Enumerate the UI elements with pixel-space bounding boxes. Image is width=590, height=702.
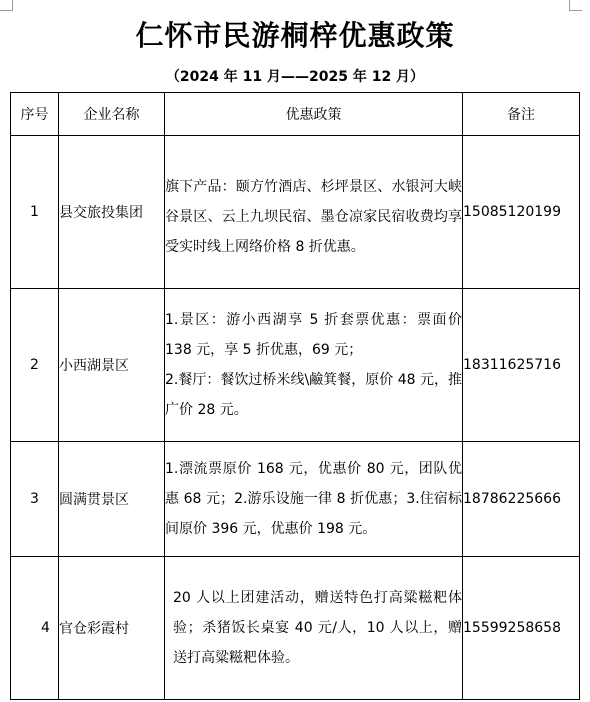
policy-text bbox=[165, 136, 463, 289]
row-number: 2 bbox=[11, 289, 59, 442]
page-title: 仁怀市民游桐梓优惠政策 bbox=[135, 19, 455, 52]
policy-line: 1.漂流票原价 168 元，优惠价 80 元，团队优惠 68 元；2.游乐设施一律 8 折优惠；3.住宿标间原价 396 元，优惠价 198 元。 bbox=[165, 461, 462, 537]
contact-phone: 18786225666 bbox=[463, 442, 580, 557]
row-number: 1 bbox=[11, 136, 59, 289]
company-name: 县交旅投集团 bbox=[59, 136, 165, 289]
row-number: 3 bbox=[11, 442, 59, 557]
header-number: 序号 bbox=[11, 93, 59, 136]
page-subtitle: （2024 年 11 月——2025 年 12 月） bbox=[165, 69, 425, 85]
corner-mark-top-left bbox=[0, 0, 13, 11]
company-name: 圆满贯景区 bbox=[59, 442, 165, 557]
policy-line: 1.景区：游小西湖享 5 折套票优惠：票面价 138 元，享 5 折优惠，69 元； bbox=[165, 312, 462, 358]
header-company: 企业名称 bbox=[59, 93, 165, 136]
table-row bbox=[11, 136, 580, 289]
corner-mark-top-right bbox=[569, 0, 582, 11]
policy-table bbox=[10, 92, 580, 700]
table-header-row bbox=[11, 93, 580, 136]
policy-text bbox=[165, 442, 463, 557]
header-note: 备注 bbox=[463, 93, 580, 136]
policy-text bbox=[165, 557, 463, 700]
policy-line: 2.餐厅：餐饮过桥米线\鹼箕餐，原价 48 元，推广价 28 元。 bbox=[165, 372, 462, 418]
contact-phone: 15085120199 bbox=[463, 136, 580, 289]
header-policy: 优惠政策 bbox=[165, 93, 463, 136]
company-name: 官仓彩霞村 bbox=[59, 557, 165, 700]
policy-line: 20 人以上团建活动，赠送特色打高粱糍粑体验；杀猪饭长桌宴 40 元/人，10 人以上，赠送打高粱糍粑体验。 bbox=[173, 590, 462, 666]
contact-phone: 15599258658 bbox=[463, 557, 580, 700]
table-row bbox=[11, 442, 580, 557]
table-row bbox=[11, 557, 580, 700]
row-number: 4 bbox=[11, 557, 59, 700]
policy-line: 旗下产品：颐方竹酒店、杉坪景区、水银河大峡谷景区、云上九坝民宿、墨仓凉家民宿收费均享受实时线上网络价格 8 折优惠。 bbox=[165, 179, 462, 255]
company-name: 小西湖景区 bbox=[59, 289, 165, 442]
policy-text bbox=[165, 289, 463, 442]
table-row bbox=[11, 289, 580, 442]
contact-phone: 18311625716 bbox=[463, 289, 580, 442]
